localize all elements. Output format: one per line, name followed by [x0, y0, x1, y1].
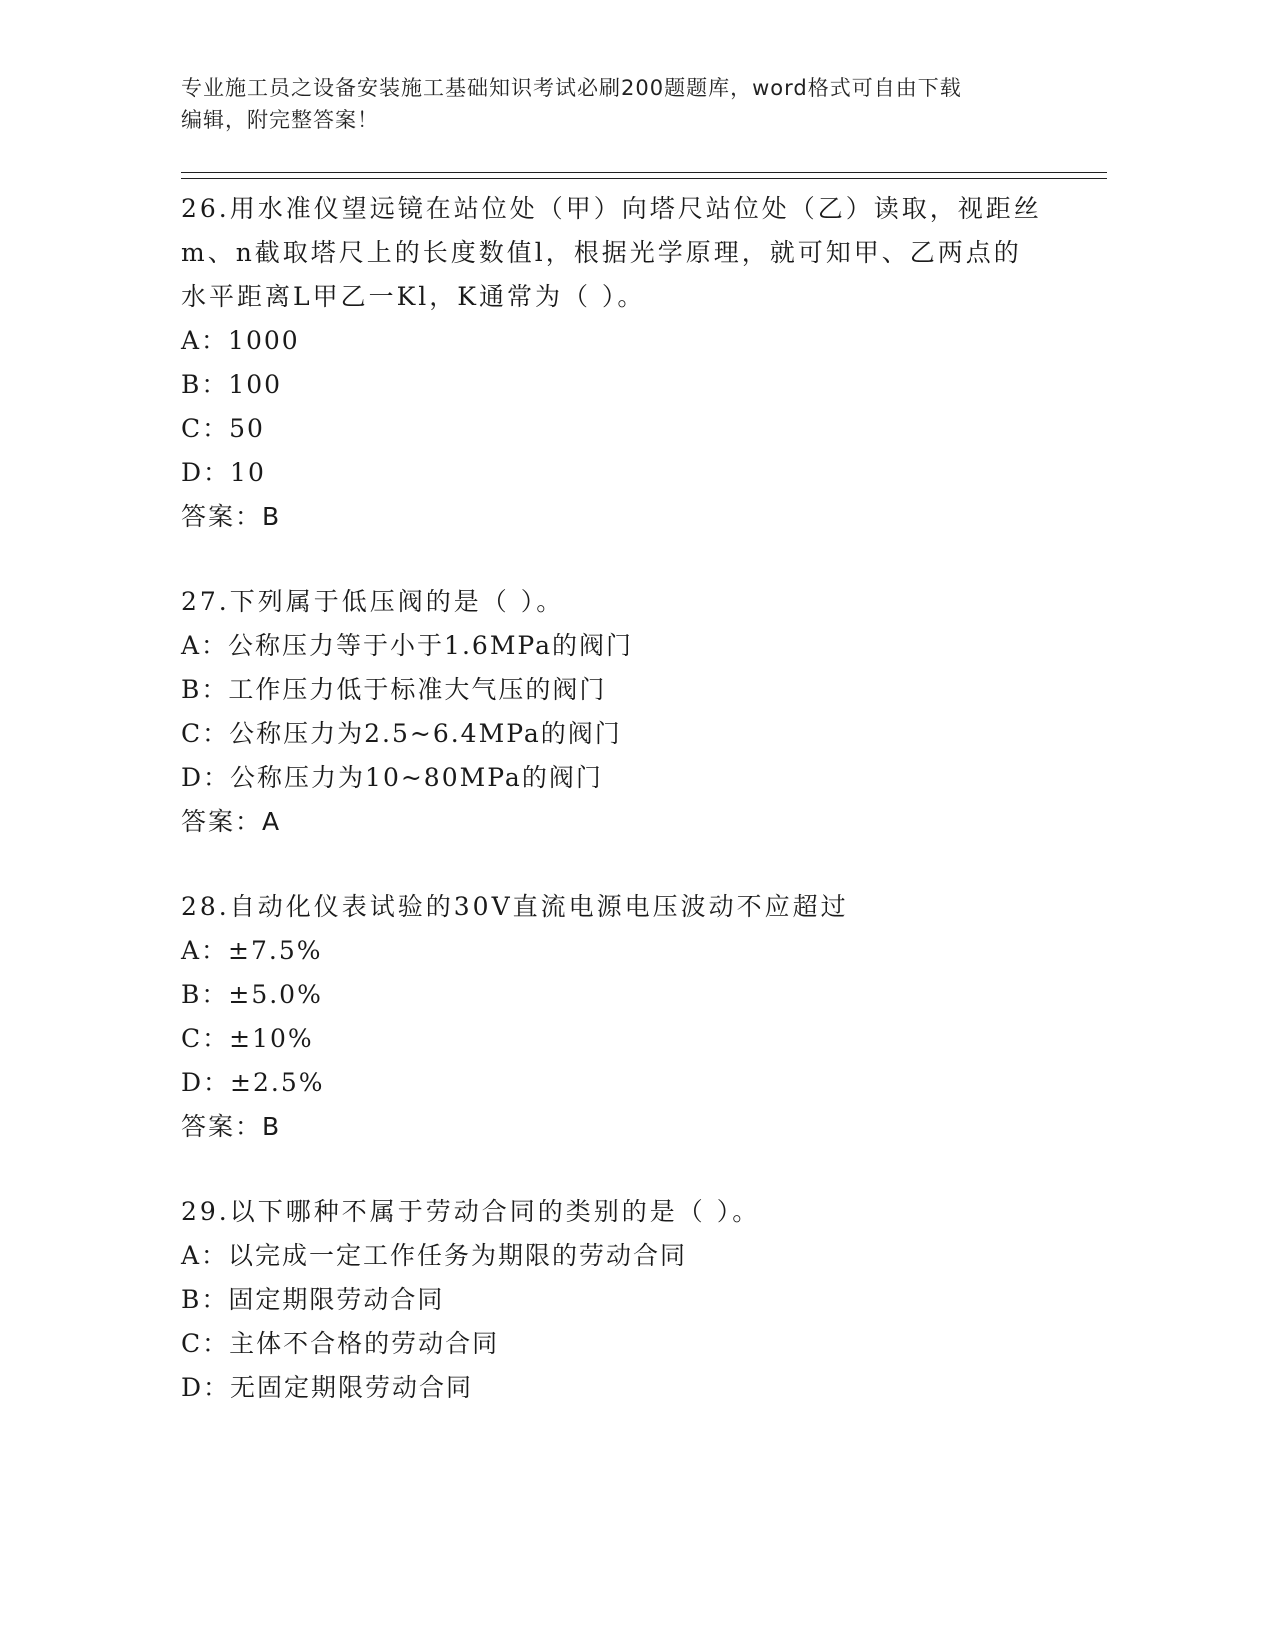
question-27 [181, 580, 1061, 844]
question-28 [181, 885, 1061, 1149]
option-a: A：1000 [181, 326, 300, 355]
question-stem-line: 28.自动化仪表试验的30V直流电源电压波动不应超过 [181, 892, 849, 921]
question-stem-line: m、n截取塔尺上的长度数值l，根据光学原理，就可知甲、乙两点的 [181, 238, 1022, 267]
option-d: D：公称压力为10~80MPa的阀门 [181, 763, 603, 792]
option-b: B：±5.0% [181, 980, 323, 1009]
option-a: A：±7.5% [181, 936, 323, 965]
option-c: C：主体不合格的劳动合同 [181, 1329, 500, 1358]
answer-line: 答案：B [181, 502, 282, 531]
option-b: B：工作压力低于标准大气压的阀门 [181, 675, 607, 704]
option-b: B：固定期限劳动合同 [181, 1285, 445, 1314]
header-divider-top [181, 172, 1107, 173]
question-stem-line: 26.用水准仪望远镜在站位处（甲）向塔尺站位处（乙）读取，视距丝 [181, 194, 1042, 223]
question-stem-line: 水平距离L甲乙一Kl，K通常为（ ）。 [181, 282, 646, 311]
question-26 [181, 187, 1061, 539]
question-list [181, 187, 1061, 1451]
option-d: D：±2.5% [181, 1068, 325, 1097]
document-header [181, 72, 1061, 136]
option-c: C：公称压力为2.5~6.4MPa的阀门 [181, 719, 622, 748]
header-line-2: 编辑，附完整答案！ [181, 108, 379, 132]
option-c: C：±10% [181, 1024, 314, 1053]
question-stem-line: 27.下列属于低压阀的是（ ）。 [181, 587, 565, 616]
header-line-1: 专业施工员之设备安装施工基础知识考试必刷200题题库，word格式可自由下载 [181, 76, 962, 100]
header-divider-bottom [181, 178, 1107, 179]
answer-line: 答案：A [181, 807, 282, 836]
question-29 [181, 1190, 1061, 1410]
option-a: A：公称压力等于小于1.6MPa的阀门 [181, 631, 634, 660]
option-d: D：无固定期限劳动合同 [181, 1373, 474, 1402]
question-stem-line: 29.以下哪种不属于劳动合同的类别的是（ ）。 [181, 1197, 761, 1226]
option-a: A：以完成一定工作任务为期限的劳动合同 [181, 1241, 688, 1270]
option-c: C：50 [181, 414, 265, 443]
answer-line: 答案：B [181, 1112, 282, 1141]
option-d: D：10 [181, 458, 266, 487]
option-b: B：100 [181, 370, 283, 399]
